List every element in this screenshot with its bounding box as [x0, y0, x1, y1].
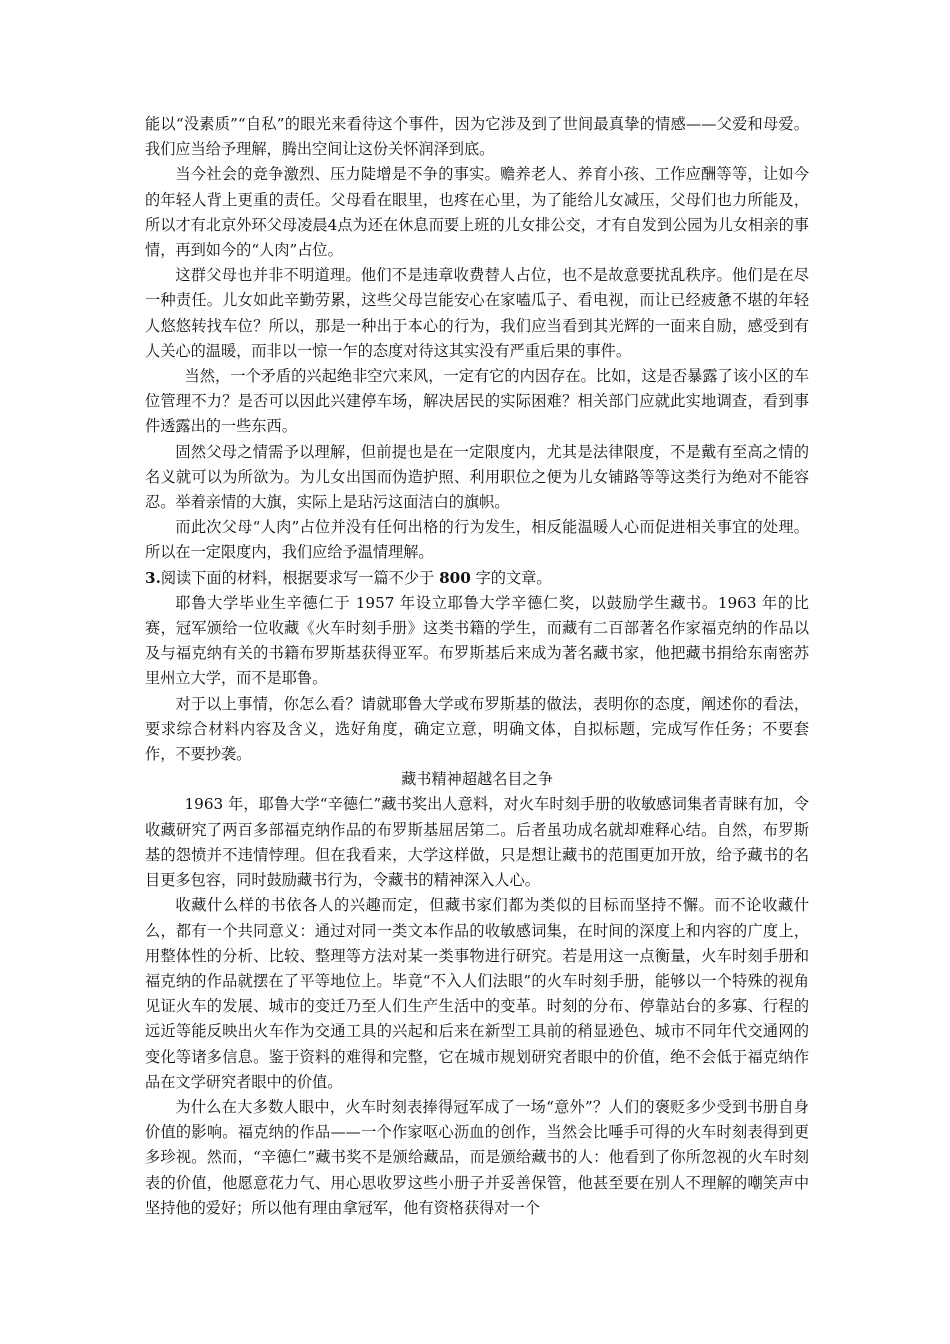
paragraph-parents-reason: 这群父母也并非不明道理。他们不是违章收费替人占位，也不是故意要扰乱秩序。他们是在尽一种责任。儿女如此辛勤劳累，这些父母岂能安心在家嗑瓜子、看电视，而让已经疲惫不堪的年轻人悠悠转找车位？所以，那是一种出于本心的行为，我们应当看到其光辉的一面来自励，感受到有人关心的温暖，而非以一惊一乍的态度对待这其实没有严重后果的事件。	[145, 266, 809, 360]
paragraph-root-cause: 当然，一个矛盾的兴起绝非空穴来风，一定有它的内因存在。比如，这是否暴露了该小区的车位管理不力？是否可以因此兴建停车场，解决居民的实际困难？相关部门应就此实地调查，看到事件透露出的一些东西。	[145, 367, 809, 436]
document-page	[145, 112, 809, 1221]
word-count: 800	[439, 568, 471, 587]
essay-paragraph-3: 为什么在大多数人眼中，火车时刻表捧得冠军成了一场“意外”？人们的褒贬多少受到书册自身价值的影响。福克纳的作品——一个作家呕心沥血的创作，当然会比唾手可得的火车时刻表得到更多珍视。然而，“辛德仁”藏书奖不是颁给藏品，而是颁给藏书的人：他看到了你所忽视的火车时刻表的价值，他愿意花力气、用心思收罗这些小册子并妥善保管，他甚至要在别人不理解的嘲笑声中坚持他的爱好；所以他有理由拿冠军，他有资格获得对一个	[145, 1097, 809, 1217]
essay-paragraph-1: 1963 年，耶鲁大学“辛德仁”藏书奖出人意料，对火车时刻手册的收敏感词集者青睐有加，令收藏研究了两百多部福克纳作品的布罗斯基屈居第二。后者虽功成名就却难释心结。自然，布罗斯基的怨愤并不违情悖理。但在我看来，大学这样做，只是想让藏书的范围更加开放，给予藏书的名目更多包容，同时鼓励藏书行为，令藏书的精神深入人心。	[145, 795, 809, 890]
paragraph-continuation: 能以“没素质”“自私”的眼光来看待这个事件，因为它涉及到了世间最真挚的情感——父爱和母爱。我们应当给予理解，腾出空间让这份关怀润泽到底。	[145, 115, 809, 159]
question-3-heading	[145, 566, 809, 591]
paragraph-conclusion: 而此次父母“人肉”占位并没有任何出格的行为发生，相反能温暖人心而促进相关事宜的处理。所以在一定限度内，我们应给予温情理解。	[145, 518, 809, 562]
paragraph-legal-limit: 固然父母之情需予以理解，但前提也是在一定限度内，尤其是法律限度，不是戴有至高之情的名义就可以为所欲为。为儿女出国而伪造护照、利用职位之便为儿女铺路等等这类行为绝对不能容忍。举着亲情的大旗，实际上是玷污这面洁白的旗帜。	[145, 442, 809, 512]
question-material: 耶鲁大学毕业生辛德仁于 1957 年设立耶鲁大学辛德仁奖，以鼓励学生藏书。1963 年的比赛，冠军颁给一位收藏《火车时刻手册》这类书籍的学生，而藏有二百部著名作家福克纳的作品以及与福克纳有关的书籍布罗斯基获得亚军。布罗斯基后来成为著名藏书家，他把藏书捐给东南密苏里州立大学，而不是耶鲁。	[145, 593, 809, 688]
question-number: 3.	[145, 568, 161, 587]
paragraph-social-pressure: 当今社会的竞争激烈、压力陡增是不争的事实。赡养老人、养育小孩、工作应酬等等，让如今的年轻人背上更重的责任。父母看在眼里，也疼在心里，为了能给儿女减压，父母们也力所能及，所以才有北京外环父母凌晨4点为还在休息而要上班的儿女排公交，才有自发到公园为儿女相亲的事情，再到如今的“人肉”占位。	[145, 165, 809, 260]
essay-paragraph-2: 收藏什么样的书依各人的兴趣而定，但藏书家们都为类似的目标而坚持不懈。而不论收藏什么，都有一个共同意义：通过对同一类文本作品的收敏感词集，在时间的深度上和内容的广度上，用整体性的分析、比较、整理等方法对某一类事物进行研究。若是用这一点衡量，火车时刻手册和福克纳的作品就摆在了平等地位上。毕竟“不入人们法眼”的火车时刻手册，能够以一个特殊的视角见证火车的发展、城市的变迁乃至人们生产生活中的变革。时刻的分布、停靠站台的多寡、行程的远近等能反映出火车作为交通工具的兴起和后来在新型工具前的稍显逊色、城市不同年代交通网的变化等诸多信息。鉴于资料的难得和完整，它在城市规划研究者眼中的价值，绝不会低于福克纳作品在文学研究者眼中的价值。	[145, 896, 809, 1091]
question-text-before: 阅读下面的材料，根据要求写一篇不少于	[160, 568, 440, 587]
question-text-after: 字的文章。	[470, 568, 552, 587]
essay-title: 藏书精神超越名目之争	[401, 770, 553, 789]
question-prompt: 对于以上事情，你怎么看？请就耶鲁大学或布罗斯基的做法，表明你的态度，阐述你的看法，要求综合材料内容及含义，选好角度，确定立意，明确文体，自拟标题，完成写作任务；不要套作，不要抄袭。	[145, 694, 809, 764]
